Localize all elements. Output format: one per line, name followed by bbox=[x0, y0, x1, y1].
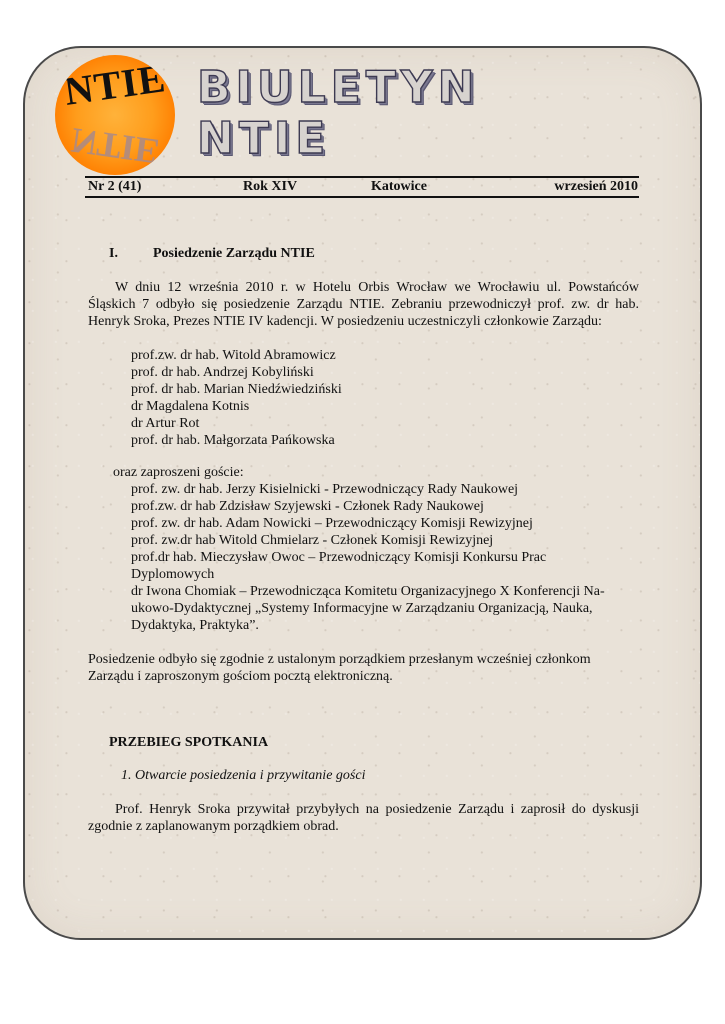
guests-label: oraz zaproszeni goście: bbox=[113, 465, 244, 480]
guests-list bbox=[131, 481, 641, 634]
list-item: prof.zw. dr hab. Witold Abramowicz bbox=[131, 348, 336, 363]
meeting-paragraph bbox=[88, 801, 639, 835]
meeting-heading: PRZEBIEG SPOTKANIA bbox=[109, 735, 269, 750]
issue-number: Nr 2 (41) bbox=[88, 179, 142, 194]
issue-year: Rok XIV bbox=[243, 179, 298, 194]
members-list bbox=[131, 347, 342, 449]
intro-line: Henryk Sroka, Prezes NTIE IV kadencji. W posiedzeniu uczestniczyli członkowie Zarządu: bbox=[88, 314, 602, 329]
header-rule-bottom bbox=[85, 196, 639, 198]
list-item: ukowo-Dydaktycznej „Systemy Informacyjne w Zarządzaniu Organizacją, Nauka, bbox=[131, 601, 593, 616]
list-item: prof. zw. dr hab. Jerzy Kisielnicki - Przewodniczący Rady Naukowej bbox=[131, 482, 519, 497]
meeting-line: zgodnie z zaplanowanym porządkiem obrad. bbox=[88, 819, 339, 834]
list-item: prof.dr hab. Mieczysław Owoc – Przewodniczący Komisji Konkursu Prac bbox=[131, 550, 547, 565]
closing-line: Posiedzenie odbyło się zgodnie z ustalonym porządkiem przesłanym wcześniej członkom bbox=[88, 652, 591, 667]
list-item: dr Artur Rot bbox=[131, 416, 200, 431]
issue-city: Katowice bbox=[371, 179, 427, 194]
list-item: prof.zw. dr hab Zdzisław Szyjewski - Członek Rady Naukowej bbox=[131, 499, 484, 514]
list-item: prof. zw. dr hab. Adam Nowicki – Przewodniczący Komisji Rewizyjnej bbox=[131, 516, 533, 531]
logo-top-text: NTIE bbox=[61, 55, 169, 114]
closing-line: Zarządu i zaproszonym gościom pocztą elektroniczną. bbox=[88, 669, 393, 684]
intro-line: W dniu 12 września 2010 r. w Hotelu Orbis Wrocław we Wrocławiu ul. Powstańców bbox=[115, 280, 639, 295]
meeting-line: Prof. Henryk Sroka przywitał przybyłych na posiedzenie Zarządu i zaprosił do dyskusji bbox=[115, 802, 639, 817]
list-item: prof. dr hab. Andrzej Kobyliński bbox=[131, 365, 314, 380]
meeting-subheading: 1. Otwarcie posiedzenia i przywitanie gości bbox=[121, 768, 366, 783]
list-item: Dyplomowych bbox=[131, 567, 215, 582]
issue-date: wrzesień 2010 bbox=[554, 179, 638, 194]
list-item: Dydaktyka, Praktyka”. bbox=[131, 618, 259, 633]
list-item: dr Iwona Chomiak – Przewodnicząca Komitetu Organizacyjnego X Konferencji Na- bbox=[131, 584, 605, 599]
intro-paragraph bbox=[88, 279, 639, 330]
list-item: prof. dr hab. Marian Niedźwiedziński bbox=[131, 382, 342, 397]
header-rule-top bbox=[85, 176, 639, 178]
logo-mirrored-text: NTIE bbox=[68, 120, 162, 172]
list-item: prof. zw.dr hab Witold Chmielarz - Członek Komisji Rewizyjnej bbox=[131, 533, 494, 548]
intro-line: Śląskich 7 odbyło się posiedzenie Zarządu NTIE. Zebraniu przewodniczył prof. zw. dr hab. bbox=[88, 297, 639, 312]
closing-paragraph bbox=[88, 651, 639, 685]
ntie-logo bbox=[55, 55, 175, 175]
bulletin-title: BIULETYN NTIE bbox=[197, 62, 480, 164]
issue-header bbox=[88, 179, 638, 196]
section-numeral: I. bbox=[109, 246, 118, 261]
list-item: prof. dr hab. Małgorzata Pańkowska bbox=[131, 433, 335, 448]
section-heading: Posiedzenie Zarządu NTIE bbox=[153, 246, 315, 261]
list-item: dr Magdalena Kotnis bbox=[131, 399, 250, 414]
